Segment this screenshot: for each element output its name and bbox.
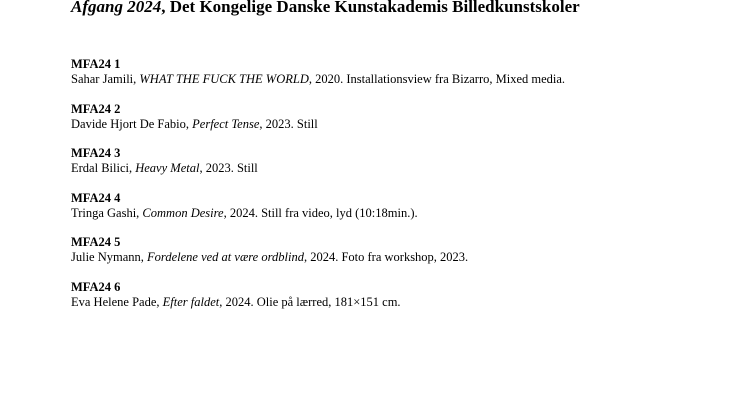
entry-work-title: Fordelene ved at være ordblind [147, 250, 304, 264]
caption-entry [71, 57, 731, 102]
entry-artist: Julie Nymann, [71, 250, 148, 264]
entry-caption [71, 250, 731, 265]
entry-work-title: Common Desire [142, 205, 224, 220]
caption-entry [71, 102, 731, 147]
entry-code: MFA24 5 [71, 235, 121, 249]
entry-work-title: Efter faldet [162, 294, 220, 309]
entry-artist: Davide Hjort De Fabio, [71, 116, 193, 131]
entry-caption [71, 206, 731, 221]
entry-caption [71, 72, 731, 87]
caption-list [71, 57, 731, 324]
entry-code: MFA24 1 [71, 57, 121, 71]
entry-code: MFA24 6 [71, 279, 121, 294]
entry-work-title: WHAT THE FUCK THE WORLD [139, 72, 309, 86]
entry-details: , 2024. Foto fra workshop, 2023. [303, 250, 469, 264]
document-title-rest: , Det Kongelige Danske Kunstakademis Billedkunstskoler [161, 0, 580, 16]
entry-details: , 2024. Olie på lærred, 181×151 cm. [219, 294, 401, 309]
caption-entry [71, 146, 731, 191]
entry-details: , 2024. Still fra video, lyd (10:18min.). [223, 205, 418, 220]
entry-details: , 2020. Installationsview fra Bizarro, Mixed media. [308, 72, 566, 86]
entry-caption [71, 117, 731, 132]
entry-details: , 2023. Still [199, 161, 258, 175]
entry-caption [71, 161, 731, 176]
caption-entry [71, 191, 731, 236]
caption-entry [71, 280, 731, 325]
entry-work-title: Heavy Metal [135, 161, 200, 175]
document-title [71, 0, 580, 17]
entry-code: MFA24 3 [71, 146, 121, 160]
entry-artist: Sahar Jamili, [71, 72, 140, 86]
entry-details: , 2023. Still [259, 116, 318, 131]
entry-artist: Tringa Gashi, [71, 205, 143, 220]
entry-work-title: Perfect Tense [192, 116, 260, 131]
document-title-italic: Afgang 2024 [71, 0, 162, 16]
entry-code: MFA24 4 [71, 190, 121, 205]
entry-artist: Erdal Bilici, [71, 161, 136, 175]
entry-code: MFA24 2 [71, 101, 121, 116]
caption-entry [71, 235, 731, 280]
entry-caption [71, 295, 731, 310]
entry-artist: Eva Helene Pade, [71, 294, 163, 309]
